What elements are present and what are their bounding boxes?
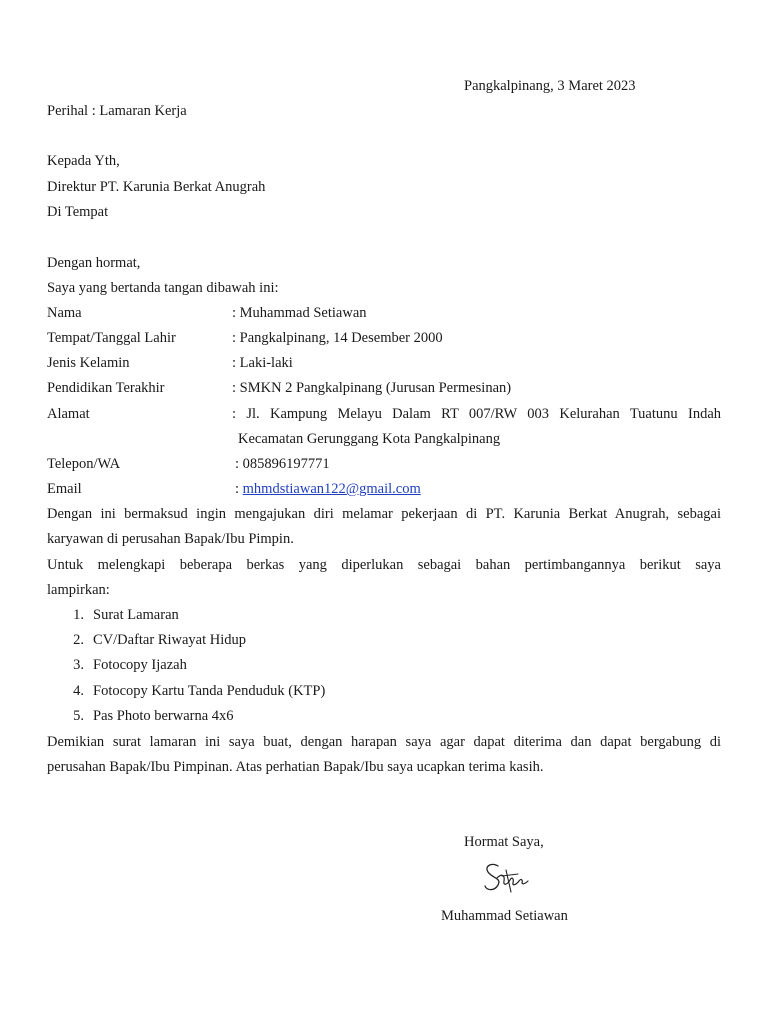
handwritten-signature <box>478 852 534 900</box>
list-item: Surat Lamaran <box>93 607 179 623</box>
field-value-education: : SMKN 2 Pangkalpinang (Jurusan Permesinan) <box>232 380 512 396</box>
paragraph-2-line-1: Untuk melengkapi beberapa berkas yang diperlukan sebagai bahan pertimbangannya berikut saya <box>47 557 721 573</box>
recipient-line-1: Kepada Yth, <box>47 153 120 169</box>
field-value-phone: : 085896197771 <box>235 456 330 472</box>
list-item: Fotocopy Kartu Tanda Penduduk (KTP) <box>93 683 326 699</box>
list-item: Fotocopy Ijazah <box>93 657 187 673</box>
field-label-phone: Telepon/WA <box>47 456 121 472</box>
list-item-number: 1. <box>73 607 84 623</box>
field-value-email <box>235 479 421 499</box>
field-label-email: Email <box>47 481 82 497</box>
letter-subject: Perihal : Lamaran Kerja <box>47 103 187 119</box>
list-item: CV/Daftar Riwayat Hidup <box>93 632 247 648</box>
field-label-address: Alamat <box>47 406 90 422</box>
list-item-number: 2. <box>73 632 84 648</box>
paragraph-1-line-2: karyawan di perusahan Bapak/Ibu Pimpin. <box>47 531 294 547</box>
paragraph-2-line-2: lampirkan: <box>47 582 110 598</box>
closing-line-1: Demikian surat lamaran ini saya buat, dengan harapan saya agar dapat diterima dan dapat bergabung di <box>47 734 721 750</box>
signature-name: Muhammad Setiawan <box>441 908 568 924</box>
email-colon: : <box>235 481 243 497</box>
field-label-gender: Jenis Kelamin <box>47 355 130 371</box>
list-item: Pas Photo berwarna 4x6 <box>93 708 234 724</box>
field-value-birth: : Pangkalpinang, 14 Desember 2000 <box>232 330 443 346</box>
recipient-line-2: Direktur PT. Karunia Berkat Anugrah <box>47 179 266 195</box>
email-link[interactable]: mhmdstiawan122@gmail.com <box>242 481 421 497</box>
field-label-name: Nama <box>47 305 82 321</box>
list-item-number: 3. <box>73 657 84 673</box>
paragraph-1-line-1: Dengan ini bermaksud ingin mengajukan diri melamar pekerjaan di PT. Karunia Berkat Anugrah, sebagai <box>47 506 721 522</box>
field-value-address-line-1: : Jl. Kampung Melayu Dalam RT 007/RW 003 Kelurahan Tuatunu Indah <box>232 406 721 422</box>
field-value-name: : Muhammad Setiawan <box>232 305 367 321</box>
closing-line-2: perusahan Bapak/Ibu Pimpinan. Atas perhatian Bapak/Ibu saya ucapkan terima kasih. <box>47 759 544 775</box>
intro-line: Saya yang bertanda tangan dibawah ini: <box>47 280 279 296</box>
recipient-line-3: Di Tempat <box>47 204 109 220</box>
signoff: Hormat Saya, <box>464 834 544 850</box>
greeting: Dengan hormat, <box>47 255 141 271</box>
list-item-number: 5. <box>73 708 84 724</box>
field-value-gender: : Laki-laki <box>232 355 293 371</box>
list-item-number: 4. <box>73 683 84 699</box>
field-value-address-line-2: Kecamatan Gerunggang Kota Pangkalpinang <box>238 431 501 447</box>
field-label-birth: Tempat/Tanggal Lahir <box>47 330 176 346</box>
letter-date: Pangkalpinang, 3 Maret 2023 <box>464 78 636 94</box>
field-label-education: Pendidikan Terakhir <box>47 380 165 396</box>
